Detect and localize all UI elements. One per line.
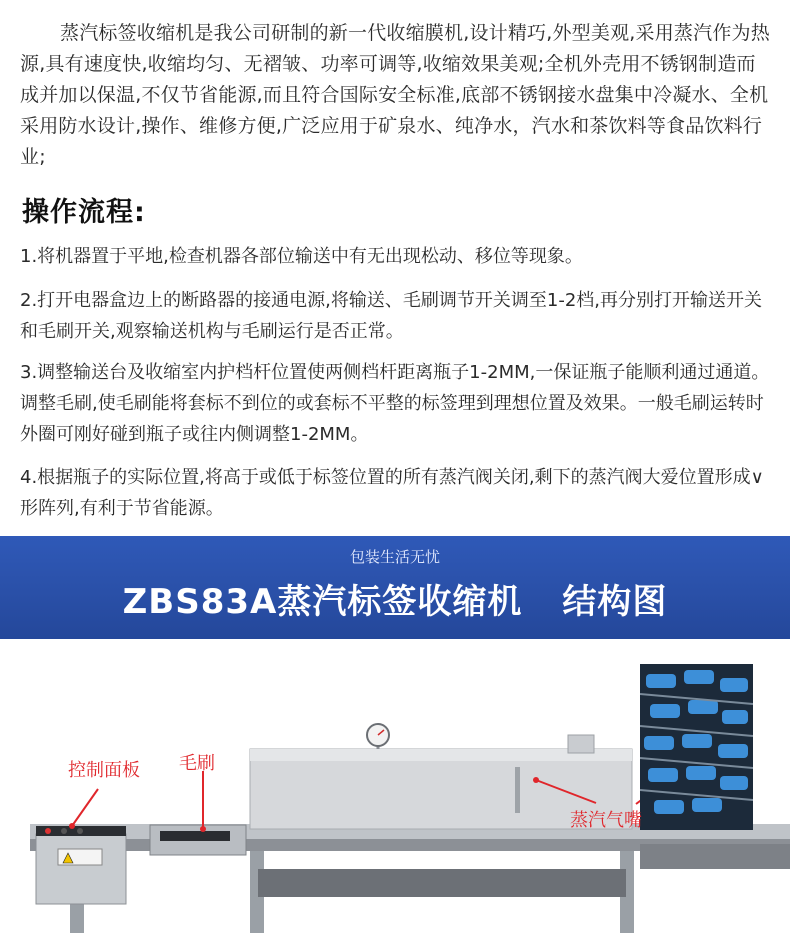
nozzle-icon [650, 704, 680, 718]
tunnel-base [258, 869, 626, 897]
step-4: 4.根据瓶子的实际位置,将高于或低于标签位置的所有蒸汽阀关闭,剩下的蒸汽阀大爱位置形成∨形阵列,有利于节省能源。 [20, 467, 764, 519]
brush-roller [160, 831, 230, 841]
intro-paragraph: 蒸汽标签收缩机是我公司研制的新一代收缩膜机,设计精巧,外型美观,采用蒸汽作为热源,具有速度快,收缩均匀、无褶皱、功率可调等,收缩效果美观;全机外壳用不锈钢制造而成并加以保温,不仅节省能源,而且符合国际安全标准,底部不锈钢接水盘集中冷凝水、全机采用防水设计,操作、维修方便,广泛应用于矿泉水、纯净水，汽水和茶饮料等食品饮料行业; [20, 22, 770, 168]
callout-brush: 毛刷 [179, 753, 215, 774]
callout-dot-brush [200, 826, 206, 832]
nozzle-icon [722, 710, 748, 724]
banner-title-model: ZBS83A蒸汽标签收缩机 [122, 582, 523, 622]
exit-conveyor [640, 844, 790, 869]
nozzle-icon [648, 768, 678, 782]
banner-subtitle: 包装生活无忧 [349, 548, 440, 566]
nozzle-icon [692, 798, 722, 812]
steam-chimney [568, 735, 594, 753]
callout-dot-nozzle [533, 777, 539, 783]
nozzle-icon [682, 734, 712, 748]
tunnel-handle [515, 767, 520, 813]
structure-banner [0, 536, 790, 639]
nozzle-icon [644, 736, 674, 750]
nozzle-icon [688, 700, 718, 714]
nozzle-icon [720, 776, 748, 790]
control-knob-icon [77, 828, 83, 834]
nozzle-icon [718, 744, 748, 758]
callout-dot-control [69, 823, 75, 829]
section-heading: 操作流程: [22, 197, 146, 228]
banner-title-diagram: 结构图 [562, 582, 668, 622]
step-1: 1.将机器置于平地,检查机器各部位输送中有无出现松动、移位等现象。 [20, 246, 583, 267]
step-2: 2.打开电器盒边上的断路器的接通电源,将输送、毛刷调节开关调至1-2档,再分别打开输送开关和毛刷开关,观察输送机构与毛刷运行是否正常。 [20, 290, 763, 342]
callout-line-control [72, 789, 98, 826]
nozzle-icon [686, 766, 716, 780]
control-knob-icon [45, 828, 51, 834]
control-box [36, 834, 126, 904]
nozzle-icon [720, 678, 748, 692]
nozzle-icon [646, 674, 676, 688]
control-knob-icon [61, 828, 67, 834]
banner-title [0, 574, 790, 623]
step-3: 3.调整输送台及收缩室内护档杆位置使两侧档杆距离瓶子1-2MM,一保证瓶子能顺利通过通道。调整毛刷,使毛刷能将套标不到位的或套标不平整的标签理到理想位置及效果。一般毛刷运转时外圈可刚好碰到瓶子或往内侧调整1-2MM。 [20, 362, 770, 445]
nozzle-icon [684, 670, 714, 684]
steam-nozzle-closeup [640, 664, 753, 830]
callout-steam-nozzle: 蒸汽气嘴 [570, 810, 642, 831]
nozzle-icon [654, 800, 684, 814]
callout-control-panel: 控制面板 [68, 760, 140, 781]
